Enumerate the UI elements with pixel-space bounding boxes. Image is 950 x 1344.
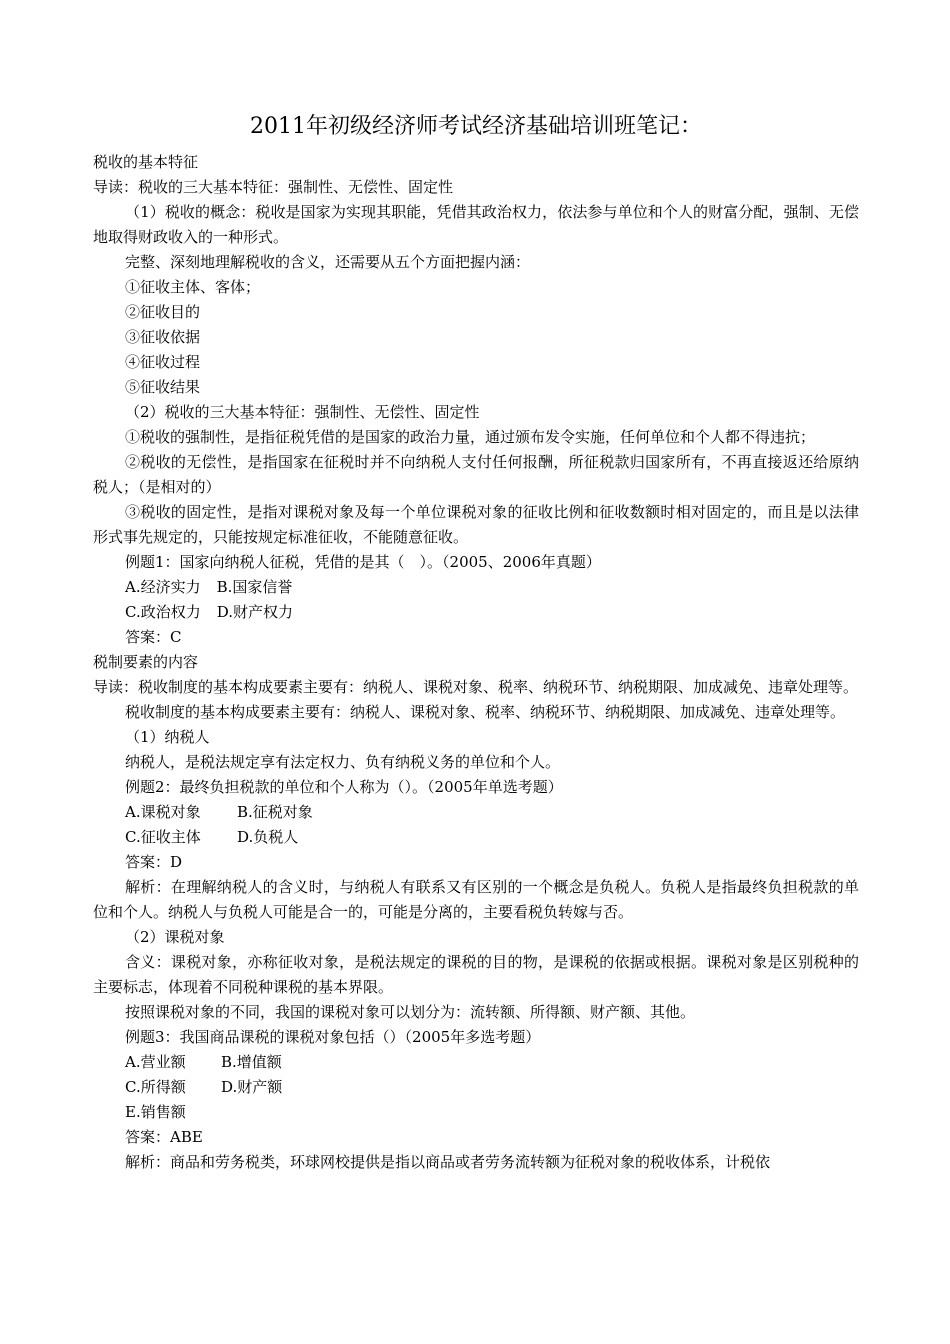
subheading-taxpayer: （1）纳税人 (125, 728, 210, 746)
section-intro-tax-elements: 导读：税收制度的基本构成要素主要有：纳税人、课税对象、税率、纳税环节、纳税期限、加成减免、违章处理等。 (93, 678, 859, 696)
paragraph-five-aspects: 完整、深刻地理解税收的含义，还需要从五个方面把握内涵： (125, 253, 531, 271)
example-1-options-row-1 (93, 575, 859, 600)
example-2-options-row-1 (93, 800, 859, 825)
example-question-2: 例题2：最终负担税款的单位和个人称为（）。（2005年单选考题） (125, 778, 563, 796)
subheading-tax-object: （2）课税对象 (125, 928, 225, 946)
paragraph-feature-gratuitous: ②税收的无偿性，是指国家在征税时并不向纳税人支付任何报酬，所征税款归国家所有，不再直接返还给原纳税人；（是相对的） (93, 453, 859, 496)
document-title: 2011年初级经济师考试经济基础培训班笔记： (250, 114, 702, 139)
example-question-1: 例题1：国家向纳税人征税，凭借的是其（ ）。（2005、2006年真题） (125, 553, 601, 571)
option-b: B.征税对象 (237, 803, 313, 821)
paragraph-feature-compulsory: ①税收的强制性，是指征税凭借的是国家的政治力量，通过颁布发令实施，任何单位和个人都不得违抗； (125, 428, 816, 446)
example-3-answer: 答案：ABE (125, 1128, 203, 1146)
example-3-options-row-3 (93, 1100, 859, 1125)
example-3-analysis: 解析：商品和劳务税类，环球网校提供是指以商品或者劳务流转额为征税对象的税收体系，计税依 (125, 1153, 771, 1171)
document-page (93, 112, 859, 1175)
option-d: D.负税人 (237, 828, 299, 846)
section-heading-tax-features: 税收的基本特征 (93, 153, 199, 171)
list-item-aspect: ③征收依据 (125, 328, 201, 346)
option-d: D.财产额 (221, 1078, 283, 1096)
example-1-options-row-2 (93, 600, 859, 625)
example-3-options-row-2 (93, 1075, 859, 1100)
option-c: C.政治权力 (125, 603, 201, 621)
option-d: D.财产权力 (216, 603, 293, 621)
option-c: C.征收主体 (125, 828, 201, 846)
example-3-options-row-1 (93, 1050, 859, 1075)
example-1-answer: 答案：C (125, 628, 182, 646)
paragraph-tax-object-classification: 按照课税对象的不同，我国的课税对象可以划分为：流转额、所得额、财产额、其他。 (125, 1003, 696, 1021)
paragraph-tax-elements: 税收制度的基本构成要素主要有：纳税人、课税对象、税率、纳税环节、纳税期限、加成减免、违章处理等。 (125, 703, 846, 721)
option-a: A.经济实力 (125, 578, 201, 596)
example-question-3: 例题3：我国商品课税的课税对象包括（）（2005年多选考题） (125, 1028, 541, 1046)
paragraph-tax-object-definition: 含义：课税对象，亦称征收对象，是税法规定的课税的目的物，是课税的依据或根据。课税对象是区别税种的主要标志，体现着不同税种课税的基本界限。 (93, 953, 859, 996)
list-item-aspect: ②征收目的 (125, 303, 201, 321)
section-heading-tax-elements: 税制要素的内容 (93, 653, 199, 671)
list-item-aspect: ⑤征收结果 (125, 378, 201, 396)
paragraph-three-features: （2）税收的三大基本特征：强制性、无偿性、固定性 (125, 403, 480, 421)
option-a: A.营业额 (125, 1053, 186, 1071)
option-c: C.所得额 (125, 1078, 186, 1096)
option-e: E.销售额 (125, 1103, 186, 1121)
paragraph-tax-concept: （1）税收的概念：税收是国家为实现其职能，凭借其政治权力，依法参与单位和个人的财富分配，强制、无偿地取得财政收入的一种形式。 (93, 203, 859, 246)
example-2-options-row-2 (93, 825, 859, 850)
example-2-answer: 答案：D (125, 853, 183, 871)
option-a: A.课税对象 (125, 803, 201, 821)
paragraph-taxpayer-definition: 纳税人，是税法规定享有法定权力、负有纳税义务的单位和个人。 (125, 753, 561, 771)
section-intro-tax-features: 导读：税收的三大基本特征：强制性、无偿性、固定性 (93, 178, 454, 196)
paragraph-feature-fixed: ③税收的固定性，是指对课税对象及每一个单位课税对象的征收比例和征收数额时相对固定的，而且是以法律形式事先规定的，只能按规定标准征收，不能随意征收。 (93, 503, 859, 546)
list-item-aspect: ④征收过程 (125, 353, 201, 371)
option-b: B.国家信誉 (216, 578, 293, 596)
list-item-aspect: ①征收主体、客体； (125, 278, 261, 296)
example-2-analysis: 解析：在理解纳税人的含义时，与纳税人有联系又有区别的一个概念是负税人。负税人是指最终负担税款的单位和个人。纳税人与负税人可能是合一的，可能是分离的，主要看税负转嫁与否。 (93, 878, 859, 921)
option-b: B.增值额 (221, 1053, 282, 1071)
